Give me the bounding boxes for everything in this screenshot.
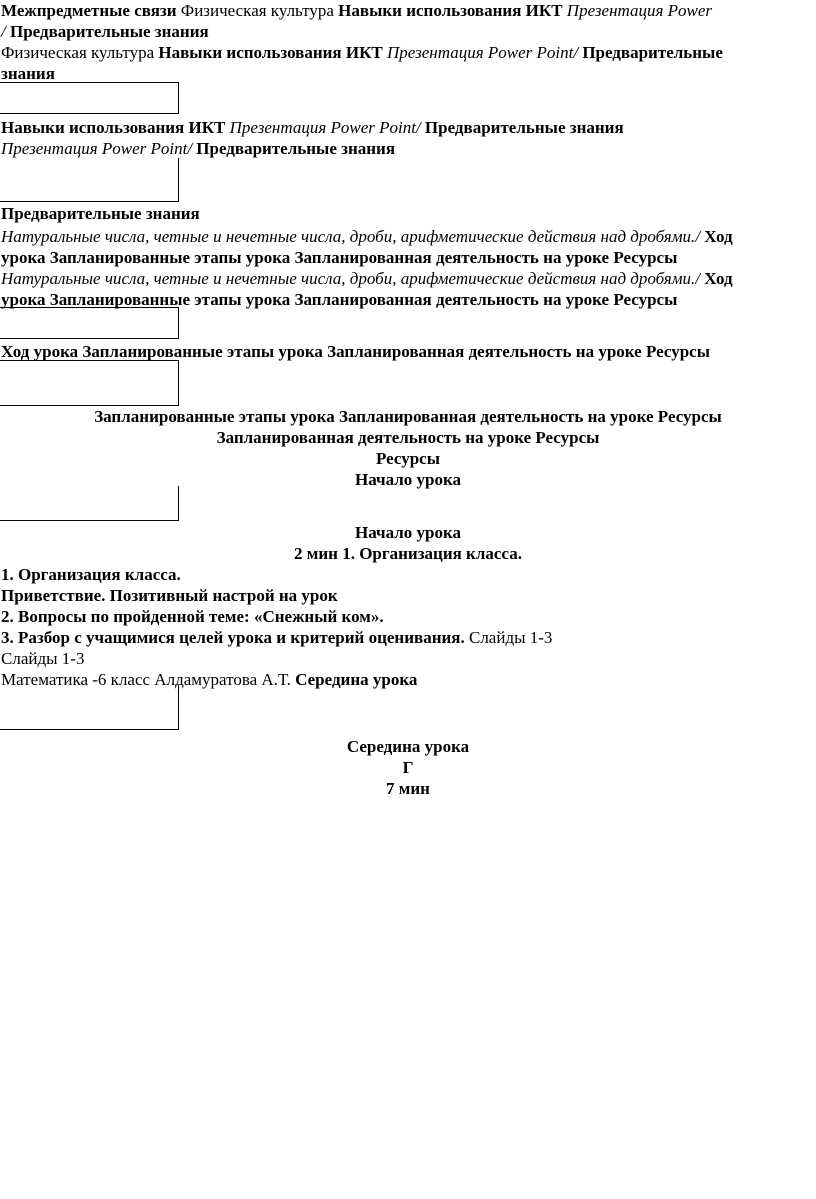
italic-text: Натуральные числа, четные и нечетные числа, дроби, арифметические действия над дробями. (1, 227, 696, 246)
text-line (1, 268, 812, 290)
bold-text: Г (402, 758, 414, 777)
italic-text: Презентация Power Point (387, 43, 574, 62)
glyph-symbol: / (573, 43, 583, 62)
bold-text: Начало урока (354, 470, 462, 489)
text-line (1, 247, 812, 269)
text-line (1, 42, 812, 64)
bold-text: Предварительные знания (196, 139, 396, 158)
bold-text: Приветствие. Позитивный настрой на урок (1, 586, 338, 605)
italic-text: Презентация Power (566, 1, 713, 20)
bold-text: Запланированные этапы урока (49, 248, 291, 267)
italic-text: Презентация Power Point (229, 118, 416, 137)
text-line (0, 757, 816, 779)
text-line (0, 736, 816, 758)
text-line (1, 21, 812, 43)
text-line (1, 203, 812, 225)
table-cell-frame (0, 82, 179, 114)
bold-text: Запланированная деятельность на уроке (290, 290, 614, 309)
text-line (1, 138, 812, 160)
bold-text: Запланированная деятельность на уроке (290, 248, 614, 267)
bold-text: 1. Организация класса. (1, 565, 181, 584)
bold-text: Запланированная деятельность на уроке (216, 428, 536, 447)
text-line (1, 226, 812, 248)
bold-text: Запланированные этапы урока (49, 290, 291, 309)
bold-text: Предварительные знания (9, 22, 209, 41)
bold-text: урока (1, 290, 46, 309)
bold-text: Запланированная деятельность на уроке (322, 342, 646, 361)
italic-text: Натуральные числа, четные и нечетные числа, дроби, арифметические действия над дробями. (1, 269, 696, 288)
bold-text: Запланированные этапы урока (82, 342, 323, 361)
glyph-symbol: / (1, 22, 6, 41)
bold-text: 2 мин (294, 544, 338, 563)
bold-text: Предварительные знания (1, 204, 200, 223)
bold-text: Предварительные знания (424, 118, 624, 137)
bold-text: 3. Разбор с учащимися целей урока и критерий оценивания. (1, 628, 465, 647)
table-cell-frame (0, 307, 179, 339)
text-line (1, 627, 812, 649)
bold-text: Навыки использования ИКТ (1, 118, 230, 137)
glyph-symbol: / (695, 227, 705, 246)
text-line (1, 0, 812, 22)
bold-text: Навыки использования ИКТ (158, 43, 388, 62)
text-line (0, 543, 816, 565)
bold-text: Навыки использования ИКТ (338, 1, 567, 20)
bold-text: Ресурсы (613, 290, 678, 309)
text-line (1, 564, 812, 586)
text-line (1, 606, 812, 628)
bold-text: Ресурсы (657, 407, 722, 426)
text-line (1, 117, 812, 139)
text-line (0, 448, 816, 470)
italic-text: Презентация Power Point (1, 139, 188, 158)
glyph-symbol: / (187, 139, 197, 158)
plain-text: Математика -6 класс Алдамуратова А.Т. (1, 670, 291, 689)
plain-text: Слайды 1-3 (1, 649, 85, 668)
bold-text: Ход (704, 227, 733, 246)
bold-text: Ресурсы (613, 248, 678, 267)
text-line (0, 406, 816, 428)
bold-text: Середина урока (295, 670, 418, 689)
bold-text: Ресурсы (535, 428, 600, 447)
text-line (0, 778, 816, 800)
plain-text: Слайды 1-3 (464, 628, 553, 647)
bold-text: Межпредметные связи (1, 1, 177, 20)
text-line (1, 648, 812, 670)
bold-text: 2. Вопросы по пройденной теме: «Снежный ком». (1, 607, 384, 626)
glyph-symbol: / (415, 118, 425, 137)
bold-text: 1. Организация класса. (337, 544, 522, 563)
bold-text: Ход (704, 269, 733, 288)
text-line (0, 427, 816, 449)
table-cell-frame (0, 685, 179, 730)
bold-text: знания (1, 64, 55, 83)
table-cell-frame (0, 486, 179, 521)
bold-text: Начало урока (354, 523, 462, 542)
text-line (1, 585, 812, 607)
plain-text: Физическая культура (1, 43, 155, 62)
bold-text: Запланированные этапы урока (94, 407, 335, 426)
text-line (0, 522, 816, 544)
bold-text: урока (1, 248, 46, 267)
table-cell-frame (0, 158, 179, 202)
bold-text: Ход урока (1, 342, 79, 361)
table-cell-frame (0, 360, 179, 406)
bold-text: Запланированная деятельность на уроке (334, 407, 658, 426)
bold-text: Ресурсы (375, 449, 440, 468)
glyph-symbol: / (695, 269, 705, 288)
bold-text: Середина урока (346, 737, 470, 756)
bold-text: Ресурсы (645, 342, 710, 361)
bold-text: Предварительные (582, 43, 723, 62)
bold-text: 7 мин (386, 779, 430, 798)
plain-text: Физическая культура (176, 1, 334, 20)
